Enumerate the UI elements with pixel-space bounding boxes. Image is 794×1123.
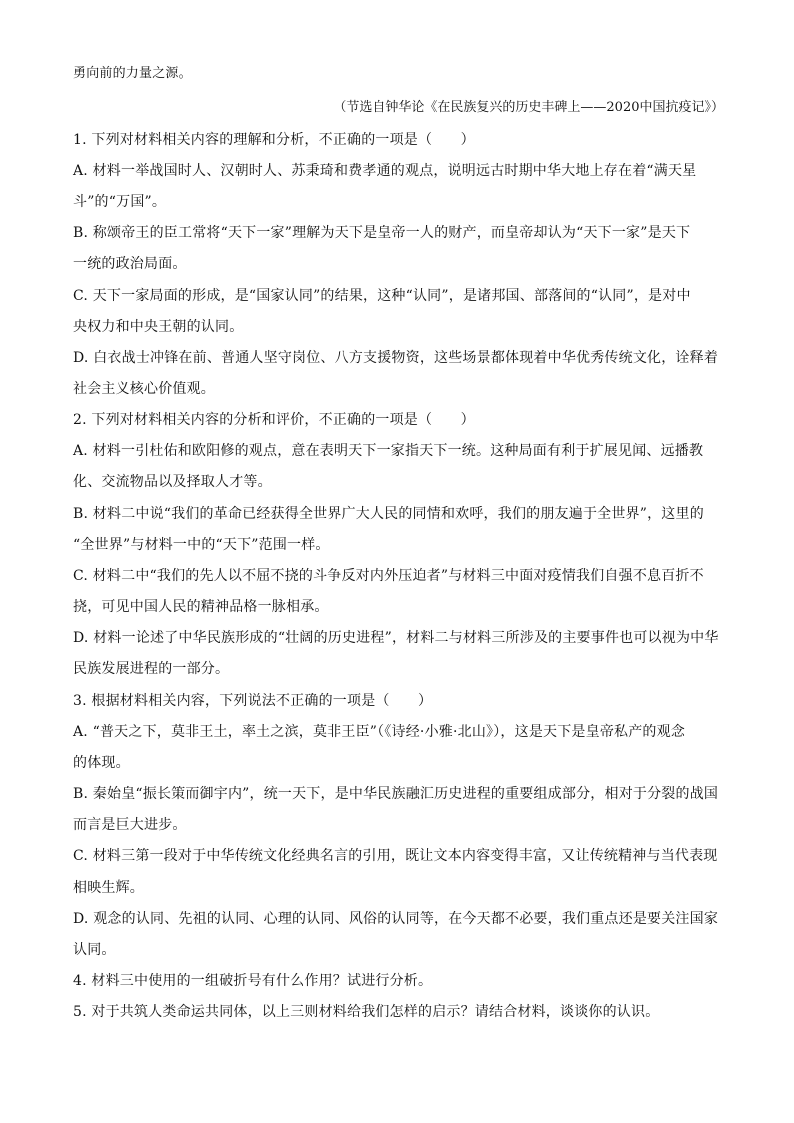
q2-option-d-line1: D. 材料一论述了中华民族形成的“壮阔的历史进程”，材料二与材料三所涉及的主要事件也可以视为中华 — [73, 630, 719, 646]
q1-option-b-line1: B. 称颂帝王的臣工常将“天下一家”理解为天下是皇帝一人的财产，而皇帝却认为“天下一家”是天下 — [73, 225, 691, 241]
q3-option-c-line2: 相映生辉。 — [73, 880, 144, 896]
q2-option-b-line2: “全世界”与材料一中的“天下”范围一样。 — [73, 537, 330, 553]
q3-option-c-line1: C. 材料三第一段对于中华传统文化经典名言的引用，既让文本内容变得丰富，又让传统精神与当代表现 — [73, 848, 718, 864]
q3-option-a-line2: 的体现。 — [73, 755, 130, 771]
question-2-stem: 2. 下列对材料相关内容的分析和评价，不正确的一项是（ ） — [73, 412, 475, 428]
q2-option-a-line1: A. 材料一引杜佑和欧阳修的观点，意在表明天下一家指天下一统。这种局面有利于扩展见闻、远播教 — [73, 443, 704, 459]
q2-option-a-line2: 化、交流物品以及择取人才等。 — [73, 474, 272, 490]
q2-option-c-line2: 挠，可见中国人民的精神品格一脉相承。 — [73, 599, 329, 615]
q1-option-c-line1: C. 天下一家局面的形成，是“国家认同”的结果，这种“认同”，是诸邦国、部落间的“认同”，是对中 — [73, 288, 691, 304]
q1-option-a-line2: 斗”的“万国”。 — [73, 194, 167, 210]
q1-option-d-line2: 社会主义核心价值观。 — [73, 381, 215, 397]
q2-option-b-line1: B. 材料二中说“我们的革命已经获得全世界广大人民的同情和欢呼，我们的朋友遍于全世界”，这里的 — [73, 506, 704, 522]
source-citation: （节选自钟华论《在民族复兴的历史丰碑上——2020中国抗疫记》） — [333, 100, 724, 115]
q3-option-a-line1: A. “普天之下，莫非王土，率土之滨，莫非王臣”（《诗经·小雅·北山》），这是天下是皇帝私产的观念 — [73, 724, 686, 740]
q3-option-d-line1: D. 观念的认同、先祖的认同、心理的认同、风俗的认同等，在今天都不必要，我们重点还是要关注国家 — [73, 911, 719, 927]
q1-option-d-line1: D. 白衣战士冲锋在前、普通人坚守岗位、八方支援物资，这些场景都体现着中华优秀传统文化，诠释着 — [73, 350, 719, 366]
question-3-stem: 3. 根据材料相关内容，下列说法不正确的一项是（ ） — [73, 693, 433, 709]
q1-option-c-line2: 央权力和中央王朝的认同。 — [73, 319, 244, 335]
q3-option-b-line1: B. 秦始皇“振长策而御宇内”，统一天下，是中华民族融汇历史进程的重要组成部分，相对于分裂的战国 — [73, 786, 719, 802]
question-5-stem: 5. 对于共筑人类命运共同体，以上三则材料给我们怎样的启示？请结合材料，谈谈你的认识。 — [73, 1004, 660, 1020]
question-1-stem: 1. 下列对材料相关内容的理解和分析，不正确的一项是（ ） — [73, 132, 475, 148]
q2-option-d-line2: 民族发展进程的一部分。 — [73, 661, 230, 677]
q1-option-b-line2: 一统的政治局面。 — [73, 256, 187, 272]
question-4-stem: 4. 材料三中使用的一组破折号有什么作用？试进行分析。 — [73, 973, 433, 989]
q3-option-d-line2: 认同。 — [73, 942, 116, 958]
q1-option-a-line1: A. 材料一举战国时人、汉朝时人、苏秉琦和费孝通的观点，说明远古时期中华大地上存在着“满天星 — [73, 163, 697, 179]
q2-option-c-line1: C. 材料二中“我们的先人以不屈不挠的斗争反对内外压迫者”与材料三中面对疫情我们自强不息百折不 — [73, 568, 704, 584]
q3-option-b-line2: 而言是巨大进步。 — [73, 817, 187, 833]
intro-tail-text: 勇向前的力量之源。 — [73, 66, 192, 81]
